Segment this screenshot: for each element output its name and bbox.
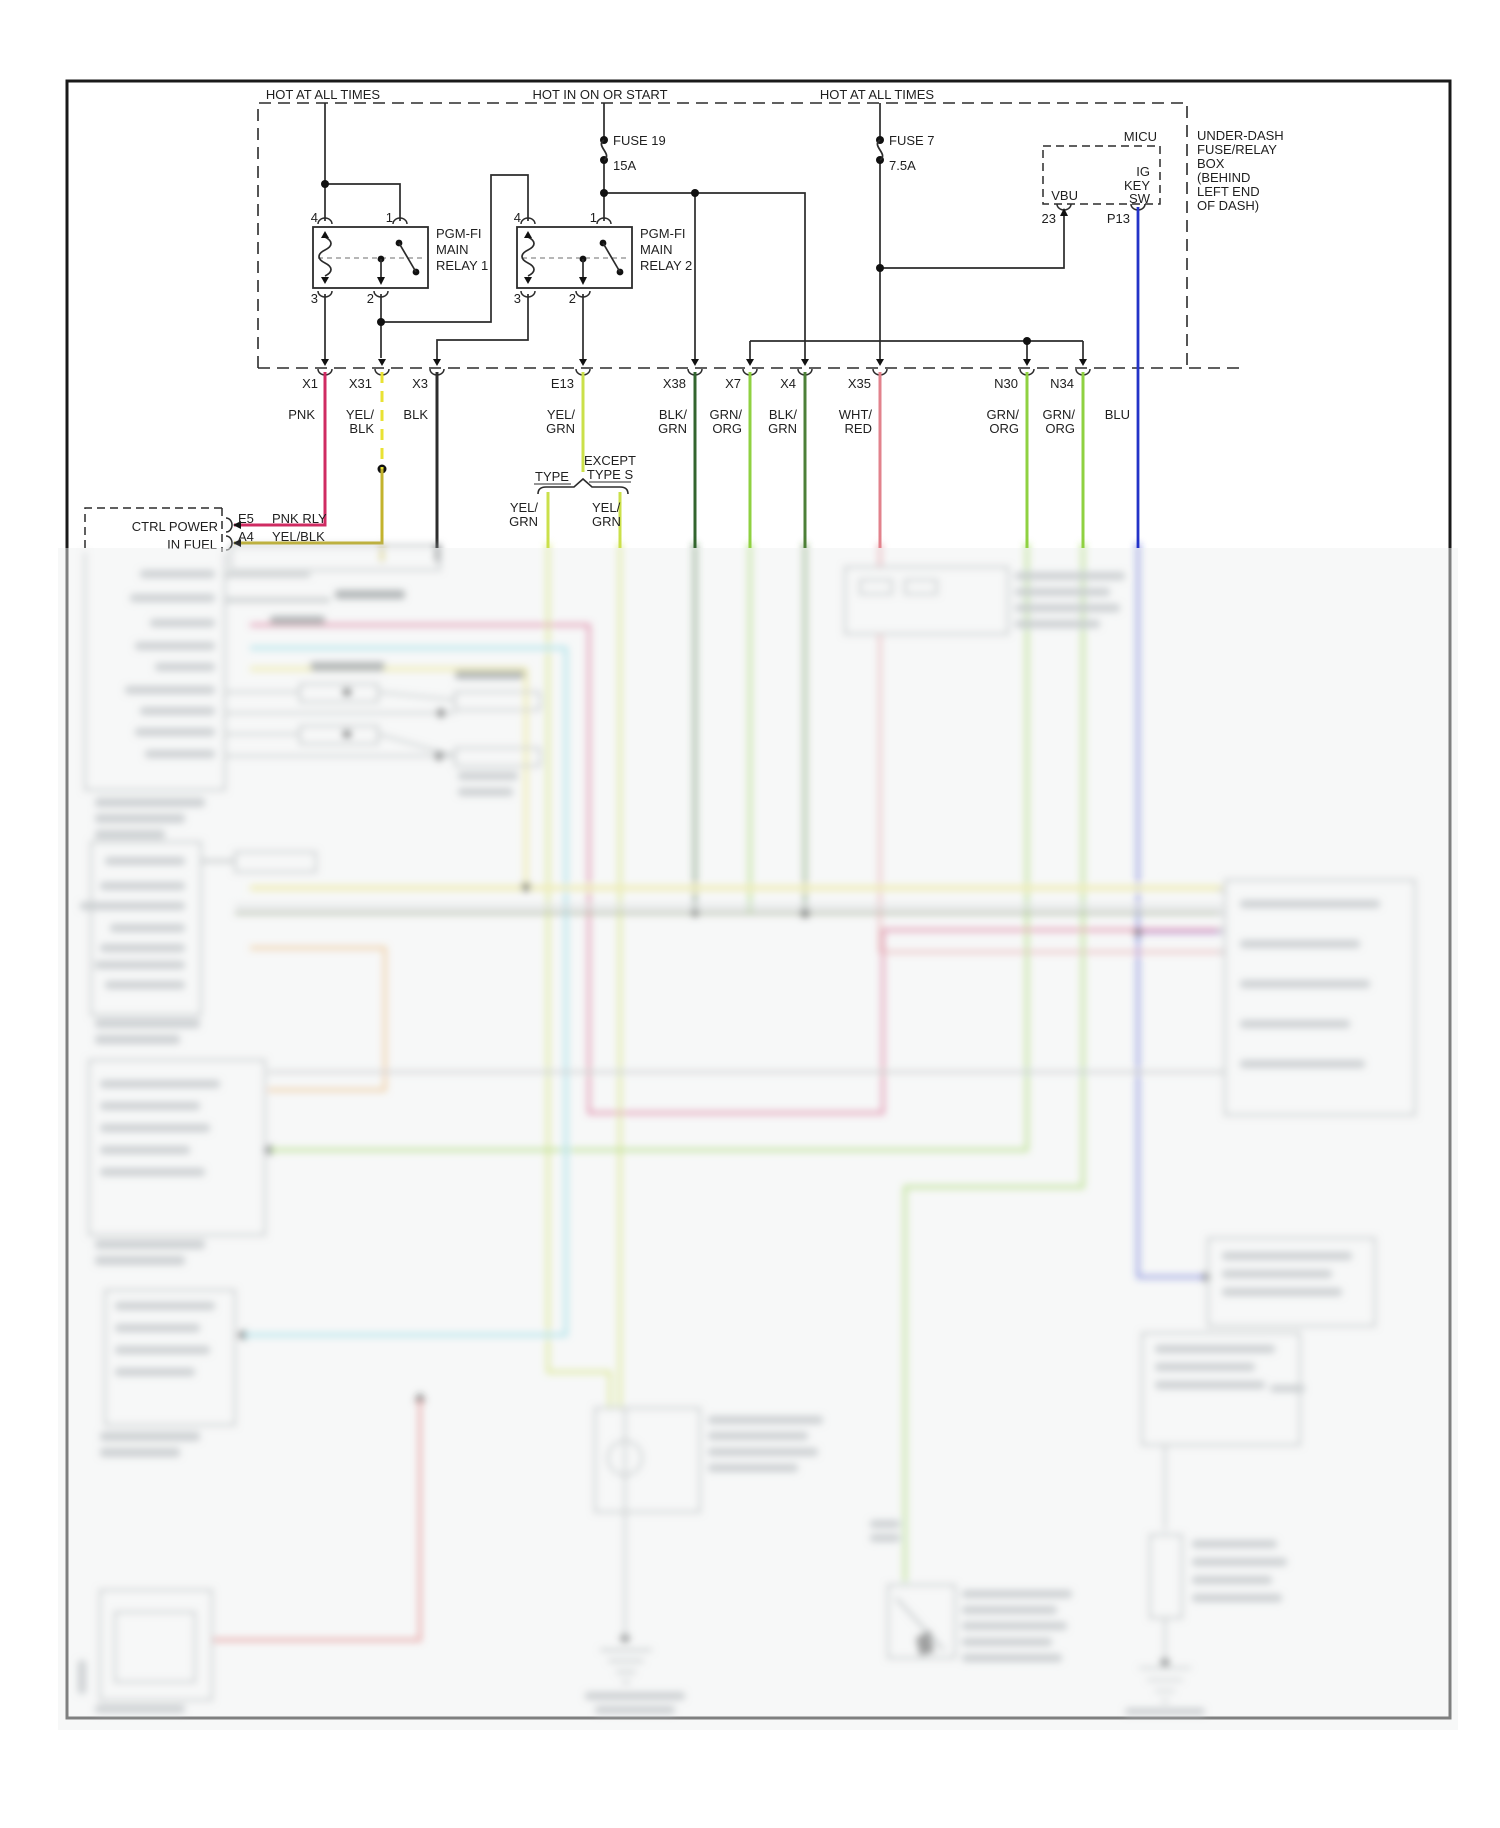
- fuse-19-amps: 15A: [613, 158, 637, 173]
- svg-text:GRN/: GRN/: [709, 407, 742, 422]
- vbu-pin-number: 23: [1041, 211, 1056, 226]
- micu-box: [1042, 129, 1160, 226]
- svg-text:X1: X1: [302, 376, 318, 391]
- except-type-s-label: EXCEPT: [583, 453, 637, 468]
- ctrl-power-label: CTRL POWER: [131, 519, 218, 534]
- relay-2-coil-icon: [522, 237, 534, 276]
- svg-text:GRN: GRN: [768, 421, 797, 436]
- power-distribution-wires: [325, 103, 1083, 470]
- yel-blk-label: YEL/BLK: [272, 529, 325, 544]
- type-label: TYPE: [535, 469, 569, 484]
- blur-overlay: [58, 548, 1458, 1730]
- svg-text:GRN: GRN: [658, 421, 687, 436]
- svg-text:ORG: ORG: [1045, 421, 1075, 436]
- svg-text:KEY: KEY: [1123, 178, 1150, 193]
- svg-text:MAIN: MAIN: [640, 242, 673, 257]
- svg-text:X38: X38: [662, 376, 686, 391]
- svg-text:RED: RED: [844, 421, 872, 436]
- svg-text:E13: E13: [550, 376, 574, 391]
- hot-in-on-or-start-label: HOT IN ON OR START: [532, 87, 668, 102]
- pgm-fi-main-relay-1: [311, 210, 489, 306]
- svg-text:YEL/: YEL/: [546, 407, 575, 422]
- relay-1-pin1-label: 1: [385, 210, 393, 225]
- svg-text:RELAY 1: RELAY 1: [436, 258, 489, 273]
- svg-text:SW: SW: [1129, 191, 1150, 206]
- hot-at-all-times-left-label: HOT AT ALL TIMES: [265, 87, 381, 102]
- fuse-19-label: FUSE 19: [613, 133, 666, 148]
- svg-text:GRN: GRN: [509, 514, 538, 529]
- svg-text:GRN: GRN: [546, 421, 575, 436]
- pgm-fi-main-relay-2: [514, 210, 693, 306]
- relay-1-pin2-label: 2: [366, 291, 374, 306]
- svg-text:BLK: BLK: [349, 421, 374, 436]
- svg-text:TYPE S: TYPE S: [586, 467, 634, 482]
- under-dash-box-outline: [258, 103, 1240, 368]
- under-dash-note: [1197, 128, 1284, 213]
- relay-2-title: PGM-FI: [640, 226, 686, 241]
- svg-text:GRN: GRN: [592, 514, 621, 529]
- svg-text:X4: X4: [780, 376, 796, 391]
- connector-labels: [288, 376, 1130, 436]
- svg-text:N30: N30: [994, 376, 1018, 391]
- svg-text:BLK/: BLK/: [768, 407, 797, 422]
- p13-terminal-label: P13: [1106, 211, 1130, 226]
- svg-text:MAIN: MAIN: [436, 242, 469, 257]
- svg-text:RELAY 2: RELAY 2: [640, 258, 693, 273]
- svg-text:GRN/: GRN/: [986, 407, 1019, 422]
- svg-text:ORG: ORG: [989, 421, 1019, 436]
- a4-pin-label: A4: [238, 529, 254, 544]
- vbu-terminal-label: VBU: [1051, 188, 1078, 203]
- hot-at-all-times-right-label: HOT AT ALL TIMES: [819, 87, 935, 102]
- svg-text:FUSE/RELAY: FUSE/RELAY: [1197, 142, 1277, 157]
- micu-label: MICU: [1123, 129, 1157, 144]
- fuse-7-amps: 7.5A: [889, 158, 916, 173]
- svg-text:X35: X35: [847, 376, 871, 391]
- connector-feed-arrows: [321, 359, 1087, 366]
- svg-text:YEL/: YEL/: [509, 500, 538, 515]
- relay-1-pin3-label: 3: [310, 291, 318, 306]
- svg-text:N34: N34: [1050, 376, 1074, 391]
- svg-text:YEL/: YEL/: [345, 407, 374, 422]
- svg-text:BOX: BOX: [1197, 156, 1225, 171]
- svg-text:X31: X31: [348, 376, 372, 391]
- svg-text:YEL/: YEL/: [592, 500, 621, 515]
- e5-pin-label: E5: [238, 511, 254, 526]
- svg-text:X3: X3: [412, 376, 428, 391]
- svg-text:UNDER-DASH: UNDER-DASH: [1197, 128, 1284, 143]
- connector-brackets: [318, 369, 1090, 375]
- svg-text:OF DASH): OF DASH): [1197, 198, 1260, 213]
- svg-text:BLK: BLK: [403, 407, 428, 422]
- pnk-rly-label: PNK RLY: [272, 511, 327, 526]
- relay-1-pin4-label: 4: [310, 210, 318, 225]
- in-fuel-label: IN FUEL: [167, 537, 217, 552]
- relay-1-title: PGM-FI: [436, 226, 482, 241]
- svg-text:BLK/: BLK/: [658, 407, 687, 422]
- svg-text:LEFT END: LEFT END: [1197, 184, 1260, 199]
- svg-text:(BEHIND: (BEHIND: [1197, 170, 1251, 185]
- type-variant-split: [509, 453, 636, 529]
- fuse-7-label: FUSE 7: [889, 133, 935, 148]
- svg-text:GRN/: GRN/: [1042, 407, 1075, 422]
- relay-2-pin3-label: 3: [513, 291, 521, 306]
- relay-2-pin1-label: 1: [589, 210, 597, 225]
- svg-text:ORG: ORG: [712, 421, 742, 436]
- relay-2-pin4-label: 4: [513, 210, 521, 225]
- pnk-wire: [234, 372, 325, 525]
- svg-text:X7: X7: [725, 376, 741, 391]
- relay-2-pin2-label: 2: [568, 291, 576, 306]
- svg-text:WHT/: WHT/: [838, 407, 872, 422]
- relay-1-coil-icon: [319, 237, 331, 276]
- svg-text:PNK: PNK: [288, 407, 315, 422]
- ig-key-sw-label: IG: [1136, 164, 1150, 179]
- under-dash-fuse-box-section: [85, 87, 1284, 552]
- blu-wire-label: BLU: [1104, 407, 1130, 422]
